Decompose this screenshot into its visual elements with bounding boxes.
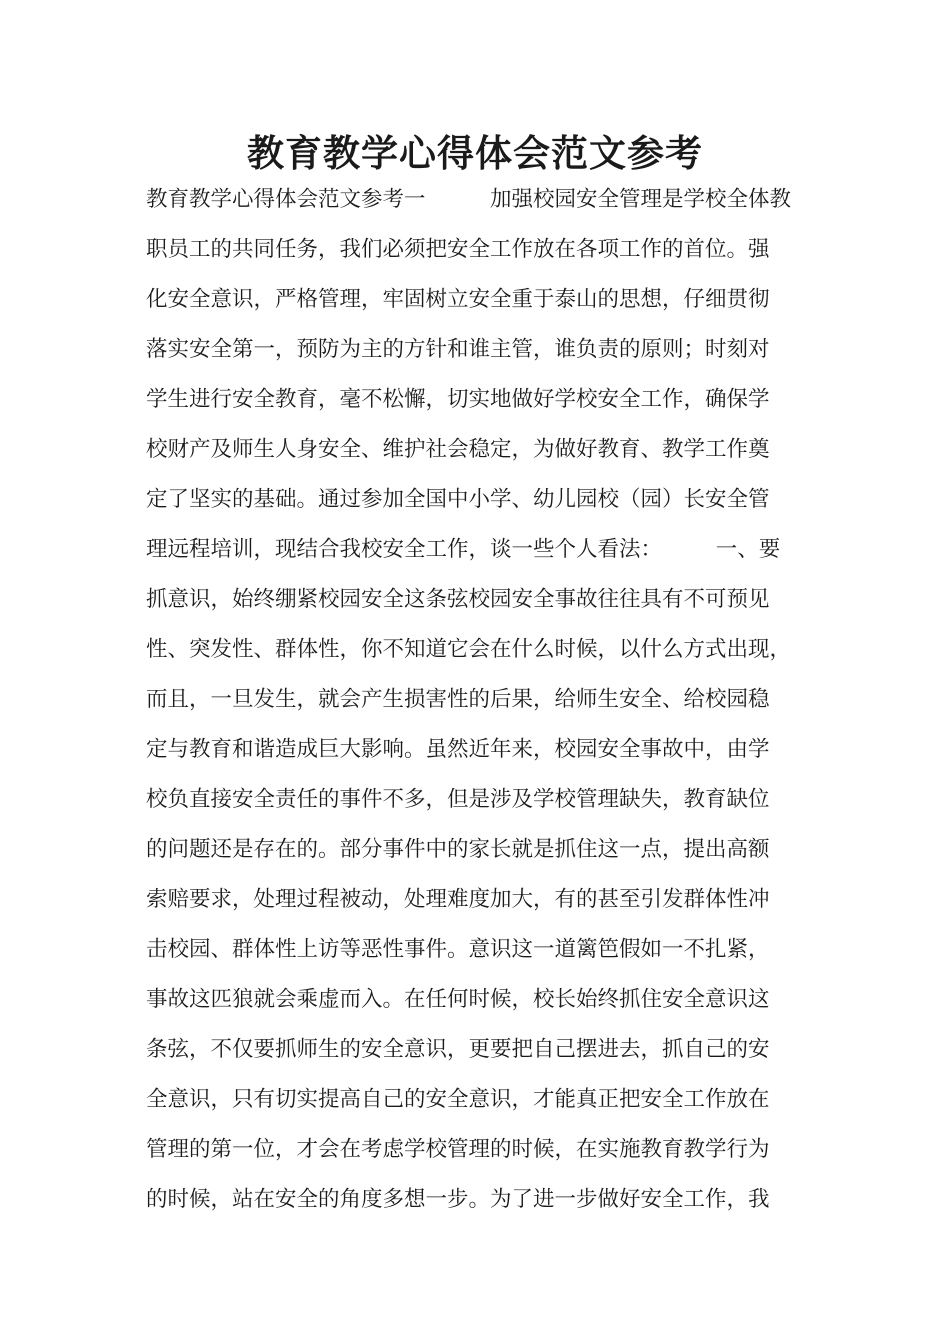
body-line: 击校园、群体性上访等恶性事件。意识这一道篱笆假如一不扎紧， bbox=[146, 937, 770, 962]
body-line: 事故这匹狼就会乘虚而入。在任何时候，校长始终抓住安全意识这 bbox=[146, 987, 770, 1012]
body-line: 而且，一旦发生，就会产生损害性的后果，给师生安全、给校园稳 bbox=[146, 687, 770, 712]
document-title: 教育教学心得体会范文参考 bbox=[247, 131, 703, 175]
body-line: 定与教育和谐造成巨大影响。虽然近年来，校园安全事故中，由学 bbox=[146, 737, 770, 762]
body-line: 定了坚实的基础。通过参加全国中小学、幼儿园校（园）长安全管 bbox=[146, 487, 770, 512]
body-line: 教育教学心得体会范文参考一 加强校园安全管理是学校全体教 bbox=[146, 187, 792, 212]
body-line: 索赔要求，处理过程被动，处理难度加大，有的甚至引发群体性冲 bbox=[146, 887, 770, 912]
body-line: 化安全意识，严格管理，牢固树立安全重于泰山的思想，仔细贯彻 bbox=[146, 287, 770, 312]
body-line: 职员工的共同任务，我们必须把安全工作放在各项工作的首位。强 bbox=[146, 237, 770, 262]
body-line: 学生进行安全教育，毫不松懈，切实地做好学校安全工作，确保学 bbox=[146, 387, 770, 412]
body-line: 的时候，站在安全的角度多想一步。为了进一步做好安全工作，我 bbox=[146, 1187, 770, 1212]
body-line: 抓意识，始终绷紧校园安全这条弦校园安全事故往往具有不可预见 bbox=[146, 587, 770, 612]
body-line: 理远程培训，现结合我校安全工作，谈一些个人看法： 一、要 bbox=[146, 537, 781, 562]
body-line: 校负直接安全责任的事件不多，但是涉及学校管理缺失，教育缺位 bbox=[146, 787, 770, 812]
body-line: 的问题还是存在的。部分事件中的家长就是抓住这一点，提出高额 bbox=[146, 837, 770, 862]
body-line: 条弦，不仅要抓师生的安全意识，更要把自己摆进去，抓自己的安 bbox=[146, 1037, 770, 1062]
body-line: 落实安全第一，预防为主的方针和谁主管，谁负责的原则；时刻对 bbox=[146, 337, 770, 362]
body-line: 全意识，只有切实提高自己的安全意识，才能真正把安全工作放在 bbox=[146, 1087, 770, 1112]
body-line: 管理的第一位，才会在考虑学校管理的时候，在实施教育教学行为 bbox=[146, 1137, 770, 1162]
body-line: 性、突发性、群体性，你不知道它会在什么时候，以什么方式出现， bbox=[146, 637, 792, 662]
body-line: 校财产及师生人身安全、维护社会稳定，为做好教育、教学工作奠 bbox=[146, 437, 770, 462]
